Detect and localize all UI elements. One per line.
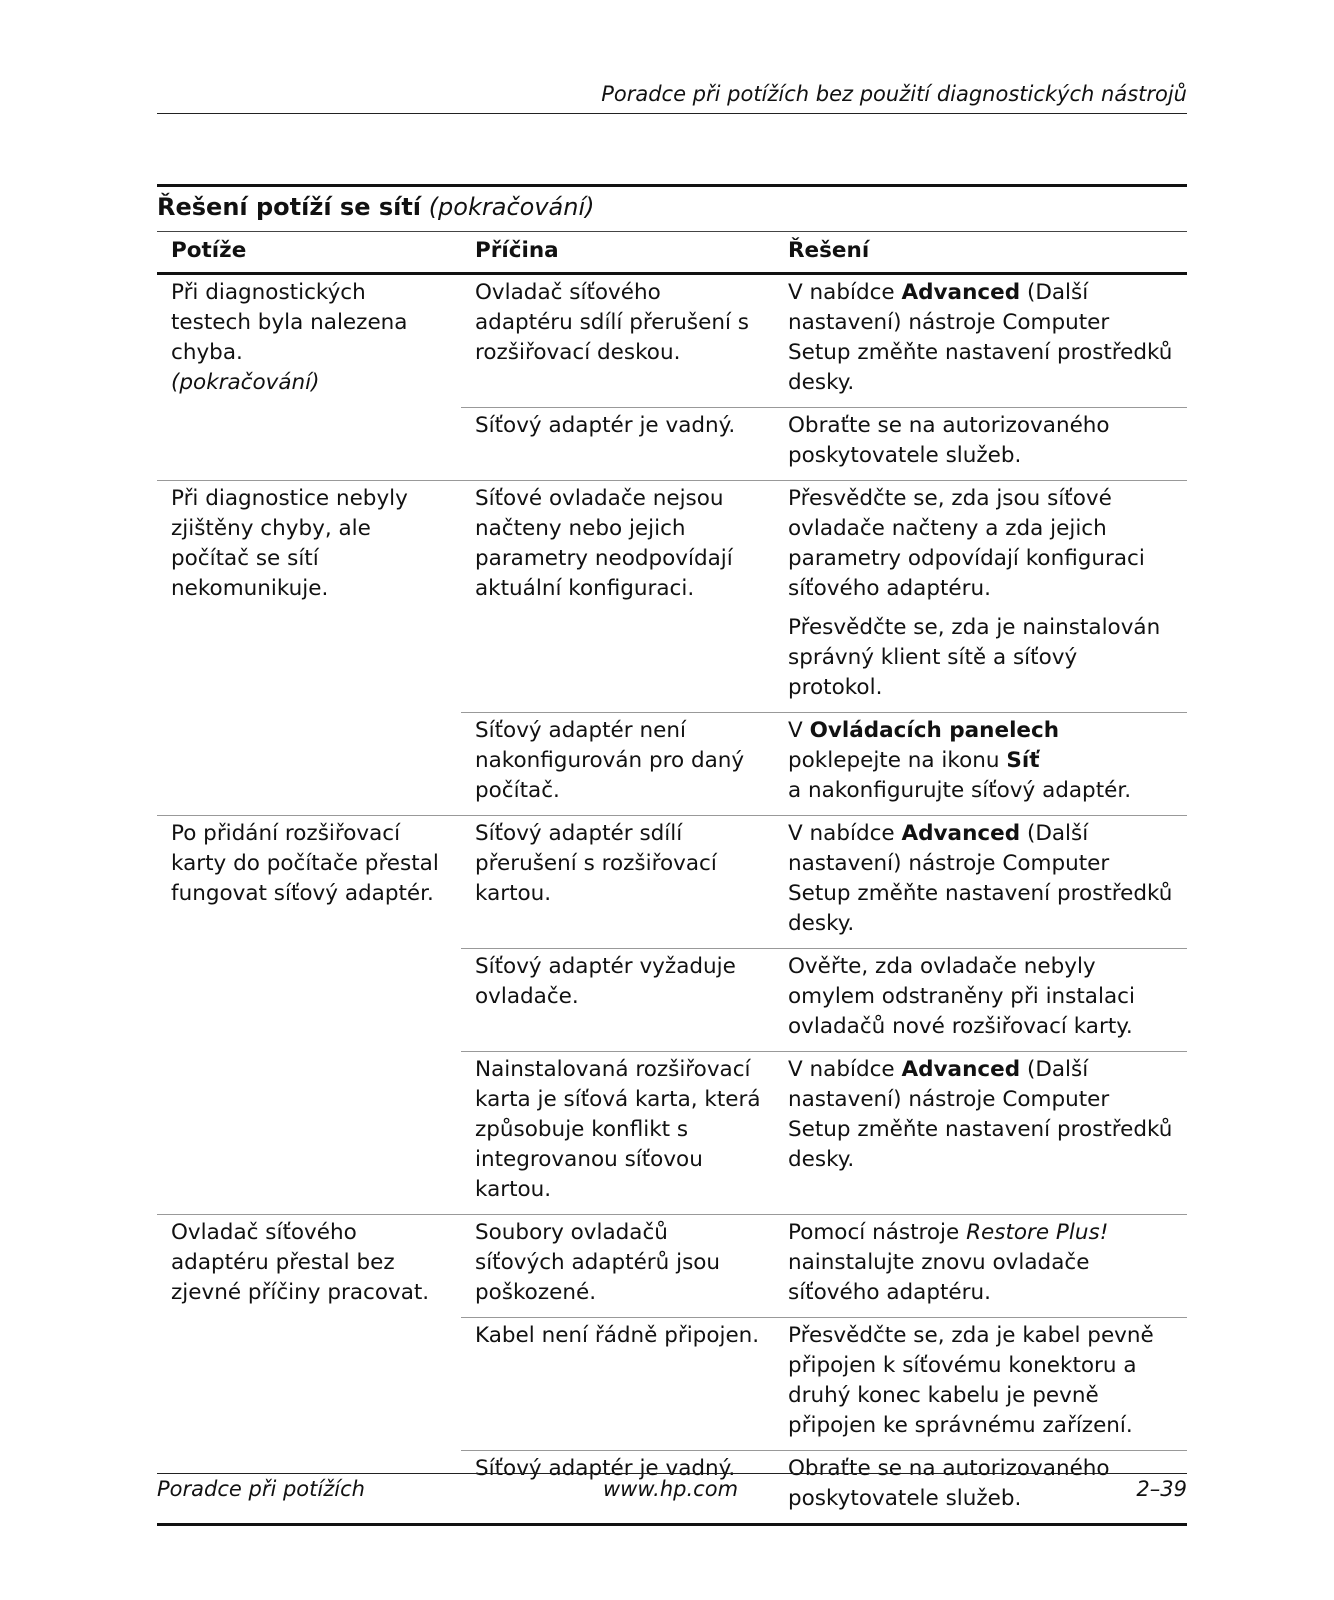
cause-cell: Síťový adaptér sdílí přerušení s rozšiřovací kartou. [461, 816, 774, 949]
header-solution: Řešení [774, 232, 1187, 274]
header-problem: Potíže [157, 232, 461, 274]
problem-cell: Po přidání rozšiřovací karty do počítače přestal fungovat síťový adaptér. [157, 816, 461, 949]
table-title [157, 187, 1187, 231]
solution-network-icon-name: Síť [1006, 748, 1040, 773]
header-rule [157, 113, 1187, 114]
solution-text: a nakonfigurujte síťový adaptér. [788, 778, 1132, 803]
footer-page-number: 2–39 [1136, 1477, 1187, 1501]
header-cause: Příčina [461, 232, 774, 274]
solution-text: (Další nastavení) nástroje Computer Setup změňte nastavení prostředků desky. [788, 1057, 1173, 1172]
table-row [157, 1318, 1187, 1451]
cause-cell: Síťový adaptér je vadný. [461, 408, 774, 481]
table-row [157, 408, 1187, 481]
solution-cell [774, 1215, 1187, 1318]
cause-cell: Nainstalovaná rozšiřovací karta je síťová karta, která způsobuje konflikt s integrovanou síťovou kartou. [461, 1052, 774, 1215]
cause-cell: Kabel není řádně připojen. [461, 1318, 774, 1451]
solution-control-panel: Ovládacích panelech [809, 718, 1060, 743]
solution-cell: Obraťte se na autorizovaného poskytovatele služeb. [774, 408, 1187, 481]
footer-rule [157, 1473, 1187, 1474]
solution-cell [774, 816, 1187, 949]
solution-text: nainstalujte znovu ovladače síťového adaptéru. [788, 1250, 1090, 1305]
solution-cell: Ověřte, zda ovladače nebyly omylem odstraněny při instalaci ovladačů nové rozšiřovací karty. [774, 949, 1187, 1052]
problem-cell [157, 274, 461, 408]
table-row [157, 274, 1187, 408]
table-row [157, 613, 1187, 713]
table-row [157, 816, 1187, 949]
cause-cell: Soubory ovladačů síťových adaptérů jsou poškozené. [461, 1215, 774, 1318]
table-title-continued: (pokračování) [428, 193, 595, 221]
solution-text: (Další nastavení) nástroje Computer Setup změňte nastavení prostředků desky. [788, 280, 1173, 395]
table-row [157, 1052, 1187, 1215]
solution-cell [774, 1052, 1187, 1215]
solution-cell [774, 713, 1187, 816]
solution-text: (Další nastavení) nástroje Computer Setup změňte nastavení prostředků desky. [788, 821, 1173, 936]
problems-table [157, 231, 1187, 1523]
cause-cell: Síťový adaptér není nakonfigurován pro daný počítač. [461, 713, 774, 816]
solution-cell: Přesvědčte se, zda je kabel pevně připojen k síťovému konektoru a druhý konec kabelu je pevně připojen ke správnému zařízení. [774, 1318, 1187, 1451]
table-row [157, 949, 1187, 1052]
footer-section-title: Poradce při potížích [157, 1477, 365, 1501]
solution-text: V [788, 718, 803, 743]
solution-cell: Obraťte se na autorizovaného poskytovatele služeb. [774, 1451, 1187, 1524]
problem-cell: Ovladač síťového adaptéru přestal bez zjevné příčiny pracovat. [157, 1215, 461, 1318]
solution-cell: Přesvědčte se, zda jsou síťové ovladače načteny a zda jejich parametry odpovídají konfiguraci síťového adaptéru. [774, 481, 1187, 614]
problem-cell: Při diagnostice nebyly zjištěny chyby, ale počítač se sítí nekomunikuje. [157, 481, 461, 614]
solution-text: poklepejte na ikonu [788, 748, 1000, 773]
cause-cell: Síťový adaptér vyžaduje ovladače. [461, 949, 774, 1052]
solution-menu-name: Advanced [901, 1057, 1021, 1082]
solution-text: Pomocí nástroje [788, 1220, 960, 1245]
solution-text: V nabídce [788, 280, 895, 305]
solution-cell [774, 274, 1187, 408]
table-bottom-rule [157, 1523, 1187, 1526]
solution-menu-name: Advanced [901, 821, 1021, 846]
solution-cell: Přesvědčte se, zda je nainstalován správný klient sítě a síťový protokol. [788, 615, 1161, 700]
running-head: Poradce při potížích bez použití diagnostických nástrojů [601, 82, 1187, 106]
troubleshooting-table [157, 184, 1187, 1526]
cause-cell: Ovladač síťového adaptéru sdílí přerušení s rozšiřovací deskou. [475, 280, 749, 365]
table-title-main: Řešení potíží se sítí [157, 193, 422, 221]
solution-menu-name: Advanced [901, 280, 1021, 305]
table-header-row [157, 232, 1187, 274]
table-row [157, 1215, 1187, 1318]
problem-text: Při diagnostických testech byla nalezena chyba. [171, 280, 408, 365]
solution-text: V nabídce [788, 1057, 895, 1082]
problem-continued: (pokračování) [171, 370, 320, 395]
table-row [157, 713, 1187, 816]
cause-cell: Síťový adaptér je vadný. [461, 1451, 774, 1524]
table-row [157, 481, 1187, 614]
cause-cell: Síťové ovladače nejsou načteny nebo jejich parametry neodpovídají aktuální konfiguraci. [461, 481, 774, 614]
footer-url: www.hp.com [603, 1477, 739, 1501]
solution-tool-name: Restore Plus! [966, 1220, 1109, 1245]
solution-text: V nabídce [788, 821, 895, 846]
